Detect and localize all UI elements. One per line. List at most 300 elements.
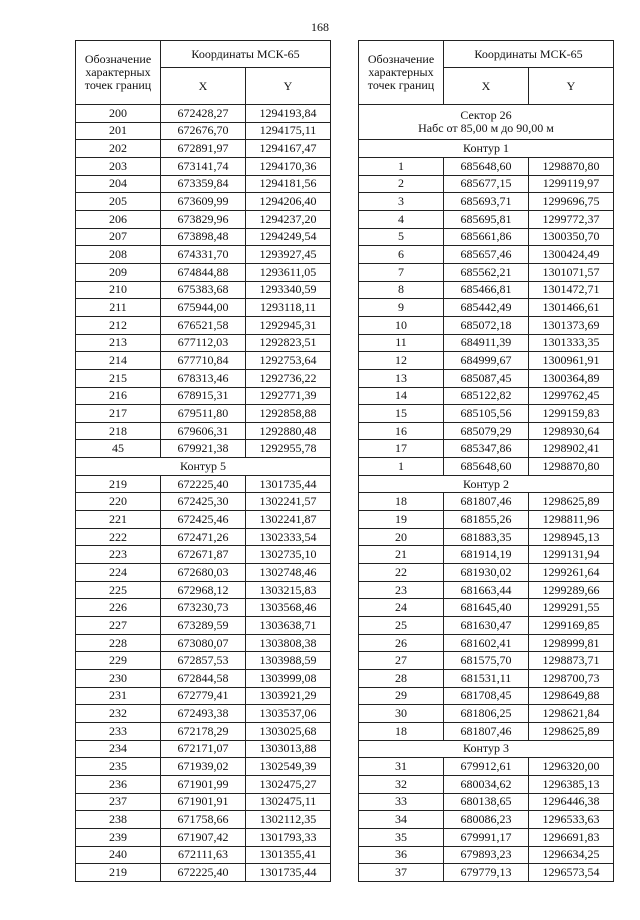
coordinate-y: 1299289,66 <box>529 581 614 599</box>
coordinate-y: 1292858,88 <box>246 405 331 423</box>
table-row <box>359 528 614 546</box>
point-number: 219 <box>76 864 161 882</box>
coordinate-x: 672425,30 <box>161 493 246 511</box>
coordinate-y: 1299696,75 <box>529 193 614 211</box>
coordinate-y: 1294249,54 <box>246 228 331 246</box>
coordinate-x: 673359,84 <box>161 175 246 193</box>
coordinate-x: 672844,58 <box>161 670 246 688</box>
header-designation: Обозначение характерных точек границ <box>359 41 444 105</box>
table-row <box>359 493 614 511</box>
table-row <box>76 740 331 758</box>
table-row <box>359 334 614 352</box>
table-row <box>76 793 331 811</box>
coordinate-x: 678915,31 <box>161 387 246 405</box>
table-row <box>359 193 614 211</box>
coordinates-table-right <box>358 40 614 882</box>
point-number: 5 <box>359 228 444 246</box>
point-number: 20 <box>359 528 444 546</box>
coordinate-x: 681575,70 <box>444 652 529 670</box>
table-row <box>359 617 614 635</box>
table-row <box>76 299 331 317</box>
coordinate-y: 1302475,11 <box>246 793 331 811</box>
coordinate-y: 1302241,57 <box>246 493 331 511</box>
table-row <box>359 175 614 193</box>
point-number: 239 <box>76 828 161 846</box>
point-number: 220 <box>76 493 161 511</box>
coordinate-x: 672171,07 <box>161 740 246 758</box>
table-row <box>359 157 614 175</box>
coordinate-y: 1301735,44 <box>246 864 331 882</box>
coordinate-y: 1302333,54 <box>246 528 331 546</box>
section-label-row <box>359 140 614 158</box>
point-number: 34 <box>359 811 444 829</box>
coordinate-x: 672680,03 <box>161 564 246 582</box>
point-number: 1 <box>359 458 444 476</box>
section-label: Контур 5 <box>76 458 331 476</box>
table-row <box>76 440 331 458</box>
point-number: 214 <box>76 352 161 370</box>
coordinate-y: 1296533,63 <box>529 811 614 829</box>
coordinate-x: 681807,46 <box>444 493 529 511</box>
table-row <box>76 864 331 882</box>
table-row <box>359 828 614 846</box>
table-row <box>76 581 331 599</box>
coordinate-x: 685657,46 <box>444 246 529 264</box>
point-number: 13 <box>359 369 444 387</box>
coordinate-y: 1296320,00 <box>529 758 614 776</box>
table-row <box>76 246 331 264</box>
coordinate-x: 671939,02 <box>161 758 246 776</box>
coordinate-y: 1301466,61 <box>529 299 614 317</box>
table-row <box>76 687 331 705</box>
point-number: 219 <box>76 475 161 493</box>
table-row <box>76 422 331 440</box>
coordinate-x: 685695,81 <box>444 210 529 228</box>
coordinate-y: 1300424,49 <box>529 246 614 264</box>
coordinate-y: 1303215,83 <box>246 581 331 599</box>
table-row <box>359 864 614 882</box>
table-row <box>76 228 331 246</box>
coordinate-x: 681531,11 <box>444 670 529 688</box>
point-number: 221 <box>76 511 161 529</box>
point-number: 2 <box>359 175 444 193</box>
point-number: 211 <box>76 299 161 317</box>
point-number: 218 <box>76 422 161 440</box>
point-number: 204 <box>76 175 161 193</box>
coordinate-y: 1301472,71 <box>529 281 614 299</box>
coordinate-y: 1302475,27 <box>246 775 331 793</box>
point-number: 27 <box>359 652 444 670</box>
coordinate-x: 673289,59 <box>161 617 246 635</box>
table-row <box>76 140 331 158</box>
coordinate-x: 679991,17 <box>444 828 529 846</box>
section-label-row <box>359 475 614 493</box>
point-number: 30 <box>359 705 444 723</box>
coordinate-x: 680138,65 <box>444 793 529 811</box>
coordinate-y: 1303638,71 <box>246 617 331 635</box>
coordinate-y: 1292880,48 <box>246 422 331 440</box>
coordinate-x: 671758,66 <box>161 811 246 829</box>
coordinate-y: 1292955,78 <box>246 440 331 458</box>
point-number: 212 <box>76 316 161 334</box>
coordinate-y: 1293611,05 <box>246 263 331 281</box>
point-number: 21 <box>359 546 444 564</box>
coordinate-y: 1298999,81 <box>529 634 614 652</box>
table-row <box>76 564 331 582</box>
point-number: 33 <box>359 793 444 811</box>
point-number: 238 <box>76 811 161 829</box>
coordinate-x: 672968,12 <box>161 581 246 599</box>
table-row <box>359 758 614 776</box>
coordinate-y: 1303537,06 <box>246 705 331 723</box>
point-number: 31 <box>359 758 444 776</box>
point-number: 237 <box>76 793 161 811</box>
table-row <box>359 634 614 652</box>
table-row <box>359 581 614 599</box>
table-row <box>359 405 614 423</box>
coordinate-y: 1299131,94 <box>529 546 614 564</box>
header-designation: Обозначение характерных точек границ <box>76 41 161 105</box>
coordinate-y: 1296691,83 <box>529 828 614 846</box>
coordinate-y: 1294175,11 <box>246 122 331 140</box>
coordinate-y: 1303025,68 <box>246 722 331 740</box>
coordinate-x: 681602,41 <box>444 634 529 652</box>
table-row <box>359 564 614 582</box>
coordinate-y: 1296385,13 <box>529 775 614 793</box>
table-row <box>359 458 614 476</box>
coordinate-x: 685648,60 <box>444 458 529 476</box>
coordinate-y: 1298870,80 <box>529 458 614 476</box>
table-row <box>359 811 614 829</box>
table-row <box>359 263 614 281</box>
coordinate-x: 672493,38 <box>161 705 246 723</box>
coordinate-x: 676521,58 <box>161 316 246 334</box>
coordinate-y: 1300350,70 <box>529 228 614 246</box>
point-number: 4 <box>359 210 444 228</box>
table-row <box>76 193 331 211</box>
coordinate-x: 672857,53 <box>161 652 246 670</box>
point-number: 29 <box>359 687 444 705</box>
coordinate-x: 681914,19 <box>444 546 529 564</box>
table-row <box>359 793 614 811</box>
coordinate-x: 685442,49 <box>444 299 529 317</box>
coordinate-x: 672671,87 <box>161 546 246 564</box>
point-number: 203 <box>76 157 161 175</box>
coordinate-y: 1296573,54 <box>529 864 614 882</box>
coordinate-y: 1298870,80 <box>529 157 614 175</box>
table-row <box>359 422 614 440</box>
coordinate-y: 1302112,35 <box>246 811 331 829</box>
table-row <box>359 440 614 458</box>
coordinate-x: 681883,35 <box>444 528 529 546</box>
table-row <box>359 687 614 705</box>
point-number: 1 <box>359 157 444 175</box>
coordinate-x: 672178,29 <box>161 722 246 740</box>
section-label-row <box>359 740 614 758</box>
coordinate-x: 672676,70 <box>161 122 246 140</box>
table-row <box>359 369 614 387</box>
header-row <box>76 41 331 68</box>
coordinate-x: 685087,45 <box>444 369 529 387</box>
coordinate-x: 685661,86 <box>444 228 529 246</box>
point-number: 28 <box>359 670 444 688</box>
table-row <box>76 105 331 123</box>
point-number: 206 <box>76 210 161 228</box>
point-number: 35 <box>359 828 444 846</box>
point-number: 11 <box>359 334 444 352</box>
point-number: 18 <box>359 722 444 740</box>
point-number: 8 <box>359 281 444 299</box>
coordinate-x: 673141,74 <box>161 157 246 175</box>
section-label: Контур 1 <box>359 140 614 158</box>
table-row <box>76 846 331 864</box>
point-number: 233 <box>76 722 161 740</box>
point-number: 36 <box>359 846 444 864</box>
table-row <box>76 316 331 334</box>
coordinate-y: 1299261,64 <box>529 564 614 582</box>
coordinate-x: 672225,40 <box>161 475 246 493</box>
coordinate-y: 1292736,22 <box>246 369 331 387</box>
point-number: 14 <box>359 387 444 405</box>
coordinate-x: 685347,86 <box>444 440 529 458</box>
coordinate-y: 1296634,25 <box>529 846 614 864</box>
table-row <box>76 175 331 193</box>
table-row <box>76 546 331 564</box>
coordinate-y: 1303921,29 <box>246 687 331 705</box>
point-number: 26 <box>359 634 444 652</box>
table-row <box>76 352 331 370</box>
point-number: 12 <box>359 352 444 370</box>
header-coordinates: Координаты МСК-65 <box>161 41 331 68</box>
coordinate-x: 681855,26 <box>444 511 529 529</box>
coordinate-x: 679912,61 <box>444 758 529 776</box>
point-number: 22 <box>359 564 444 582</box>
coordinate-y: 1302748,46 <box>246 564 331 582</box>
table-row <box>359 546 614 564</box>
table-row <box>76 811 331 829</box>
coordinate-x: 677112,03 <box>161 334 246 352</box>
coordinate-x: 680034,62 <box>444 775 529 793</box>
point-number: 205 <box>76 193 161 211</box>
table-row <box>359 670 614 688</box>
coordinate-y: 1299762,45 <box>529 387 614 405</box>
coordinate-x: 674844,88 <box>161 263 246 281</box>
coordinate-y: 1298873,71 <box>529 652 614 670</box>
table-row <box>76 511 331 529</box>
table-row <box>76 705 331 723</box>
coordinate-x: 677710,84 <box>161 352 246 370</box>
point-number: 208 <box>76 246 161 264</box>
coordinate-x: 673609,99 <box>161 193 246 211</box>
point-number: 37 <box>359 864 444 882</box>
table-row <box>359 246 614 264</box>
point-number: 207 <box>76 228 161 246</box>
table-row <box>76 722 331 740</box>
point-number: 236 <box>76 775 161 793</box>
coordinate-x: 681630,47 <box>444 617 529 635</box>
coordinate-x: 680086,23 <box>444 811 529 829</box>
coordinate-x: 671901,99 <box>161 775 246 793</box>
header-coordinates: Координаты МСК-65 <box>444 41 614 68</box>
coordinate-y: 1299169,85 <box>529 617 614 635</box>
coordinate-y: 1302735,10 <box>246 546 331 564</box>
coordinate-x: 679779,13 <box>444 864 529 882</box>
coordinate-x: 673829,96 <box>161 210 246 228</box>
table-row <box>359 299 614 317</box>
section-label: Контур 3 <box>359 740 614 758</box>
point-number: 25 <box>359 617 444 635</box>
coordinate-x: 672471,26 <box>161 528 246 546</box>
coordinate-y: 1293927,45 <box>246 246 331 264</box>
coordinate-x: 685466,81 <box>444 281 529 299</box>
table-row <box>76 634 331 652</box>
table-row <box>76 670 331 688</box>
coordinate-y: 1300364,89 <box>529 369 614 387</box>
coordinate-x: 674331,70 <box>161 246 246 264</box>
point-number: 226 <box>76 599 161 617</box>
point-number: 234 <box>76 740 161 758</box>
table-row <box>76 475 331 493</box>
table-row <box>76 652 331 670</box>
header-row <box>359 41 614 68</box>
table-row <box>76 369 331 387</box>
table-row <box>359 722 614 740</box>
coordinate-x: 671907,42 <box>161 828 246 846</box>
coordinate-y: 1298811,96 <box>529 511 614 529</box>
coordinate-x: 685079,29 <box>444 422 529 440</box>
table-row <box>359 210 614 228</box>
coordinate-x: 681645,40 <box>444 599 529 617</box>
coordinate-y: 1298625,89 <box>529 493 614 511</box>
point-number: 23 <box>359 581 444 599</box>
coordinate-x: 671901,91 <box>161 793 246 811</box>
table-row <box>76 828 331 846</box>
point-number: 235 <box>76 758 161 776</box>
coordinate-x: 672111,63 <box>161 846 246 864</box>
table-row <box>76 122 331 140</box>
table-body-right <box>359 41 614 882</box>
point-number: 231 <box>76 687 161 705</box>
point-number: 225 <box>76 581 161 599</box>
coordinate-x: 685693,71 <box>444 193 529 211</box>
point-number: 7 <box>359 263 444 281</box>
coordinate-y: 1303568,46 <box>246 599 331 617</box>
coordinate-y: 1300961,91 <box>529 352 614 370</box>
table-row <box>359 387 614 405</box>
coordinate-x: 678313,46 <box>161 369 246 387</box>
coordinate-y: 1301735,44 <box>246 475 331 493</box>
table-row <box>76 599 331 617</box>
coordinate-y: 1301355,41 <box>246 846 331 864</box>
coordinate-y: 1302549,39 <box>246 758 331 776</box>
coordinate-x: 685072,18 <box>444 316 529 334</box>
coordinate-y: 1303999,08 <box>246 670 331 688</box>
point-number: 216 <box>76 387 161 405</box>
point-number: 222 <box>76 528 161 546</box>
coordinate-x: 679921,38 <box>161 440 246 458</box>
table-row <box>76 387 331 405</box>
coordinates-table-left <box>75 40 331 882</box>
point-number: 223 <box>76 546 161 564</box>
table-row <box>76 210 331 228</box>
point-number: 224 <box>76 564 161 582</box>
table-body-left <box>76 41 331 882</box>
coordinate-x: 685105,56 <box>444 405 529 423</box>
header-y: Y <box>529 68 614 105</box>
coordinate-y: 1298621,84 <box>529 705 614 723</box>
coordinate-x: 685562,21 <box>444 263 529 281</box>
coordinate-y: 1293340,59 <box>246 281 331 299</box>
table-row <box>359 599 614 617</box>
table-row <box>76 157 331 175</box>
coordinate-y: 1298649,88 <box>529 687 614 705</box>
coordinate-x: 672425,46 <box>161 511 246 529</box>
coordinate-x: 679893,23 <box>444 846 529 864</box>
coordinate-x: 673230,73 <box>161 599 246 617</box>
coordinate-x: 672428,27 <box>161 105 246 123</box>
coordinate-y: 1294181,56 <box>246 175 331 193</box>
table-row <box>76 405 331 423</box>
point-number: 240 <box>76 846 161 864</box>
coordinate-x: 684911,39 <box>444 334 529 352</box>
point-number: 209 <box>76 263 161 281</box>
coordinate-x: 673898,48 <box>161 228 246 246</box>
coordinate-x: 675944,00 <box>161 299 246 317</box>
coordinate-y: 1298945,13 <box>529 528 614 546</box>
table-row <box>76 758 331 776</box>
coordinate-x: 672225,40 <box>161 864 246 882</box>
point-number: 3 <box>359 193 444 211</box>
coordinate-x: 679606,31 <box>161 422 246 440</box>
coordinate-y: 1293118,11 <box>246 299 331 317</box>
point-number: 45 <box>76 440 161 458</box>
point-number: 6 <box>359 246 444 264</box>
coordinate-y: 1301793,33 <box>246 828 331 846</box>
coordinate-y: 1294193,84 <box>246 105 331 123</box>
coordinate-y: 1301373,69 <box>529 316 614 334</box>
coordinate-y: 1292771,39 <box>246 387 331 405</box>
table-row <box>76 493 331 511</box>
coordinate-y: 1298700,73 <box>529 670 614 688</box>
point-number: 19 <box>359 511 444 529</box>
coordinate-y: 1303808,38 <box>246 634 331 652</box>
table-row <box>359 775 614 793</box>
coordinate-x: 685677,15 <box>444 175 529 193</box>
coordinate-y: 1301071,57 <box>529 263 614 281</box>
point-number: 17 <box>359 440 444 458</box>
coordinate-y: 1298930,64 <box>529 422 614 440</box>
coordinate-y: 1303988,59 <box>246 652 331 670</box>
coordinate-x: 681930,02 <box>444 564 529 582</box>
coordinate-x: 681806,25 <box>444 705 529 723</box>
coordinate-y: 1299119,97 <box>529 175 614 193</box>
coordinate-y: 1302241,87 <box>246 511 331 529</box>
point-number: 9 <box>359 299 444 317</box>
section-label-row <box>76 458 331 476</box>
coordinate-y: 1292823,51 <box>246 334 331 352</box>
section-label: Сектор 26 Набс от 85,00 м до 90,00 м <box>359 105 614 140</box>
coordinate-y: 1294170,36 <box>246 157 331 175</box>
coordinate-x: 681708,45 <box>444 687 529 705</box>
point-number: 229 <box>76 652 161 670</box>
point-number: 10 <box>359 316 444 334</box>
table-row <box>359 846 614 864</box>
coordinate-y: 1298902,41 <box>529 440 614 458</box>
point-number: 210 <box>76 281 161 299</box>
coordinate-y: 1294167,47 <box>246 140 331 158</box>
coordinate-y: 1292945,31 <box>246 316 331 334</box>
table-row <box>359 511 614 529</box>
